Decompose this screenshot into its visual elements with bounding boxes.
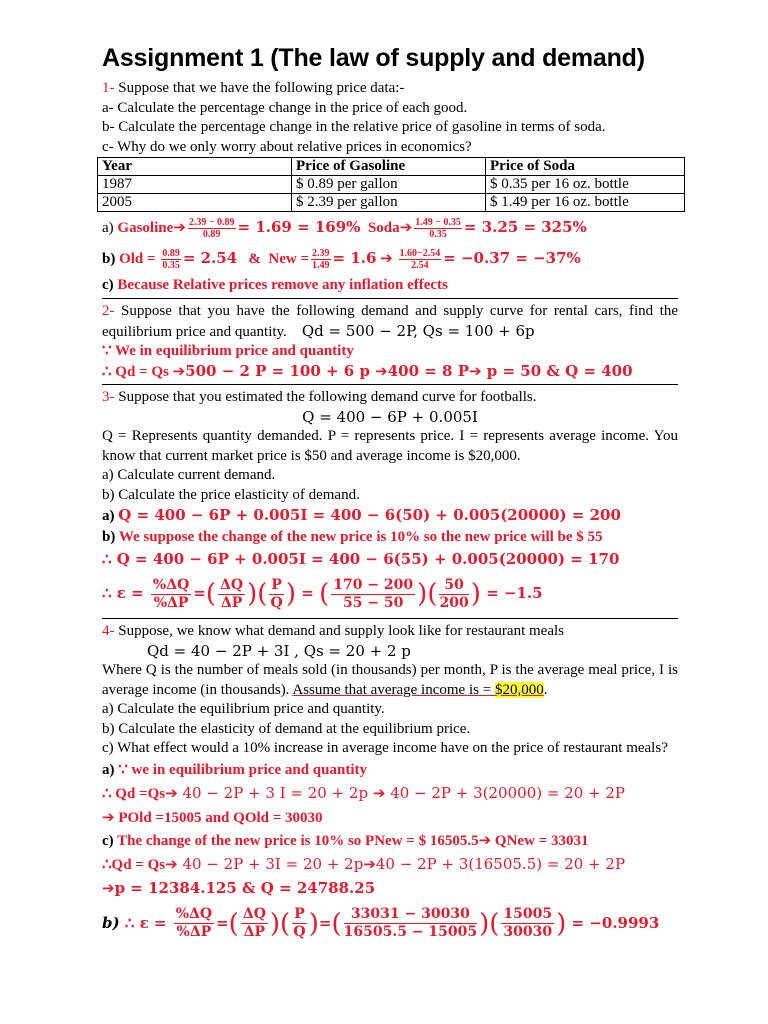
q4-answer-c-line2: ∴Qd = Qs➔ 40 − 2P + 3I = 20 + 2p➔40 − 2P + 3(16505.5) = 20 + 2P xyxy=(102,854,626,873)
table-cell: $ 1.49 per 16 oz. bottle xyxy=(486,194,685,212)
table-cell: $ 2.39 per gallon xyxy=(292,194,486,212)
arrow-icon: ➔ xyxy=(165,854,178,873)
q4-part-c: c) What effect would a 10% increase in average income have on the price of restaurant meals? xyxy=(102,740,668,756)
table-header-row xyxy=(98,158,685,176)
q2-answer-line2: ∴ Qd = Qs ➔500 − 2 P = 100 + 6 p ➔400 = 8 P➔ p = 50 & Q = 400 xyxy=(102,361,633,380)
arrow-icon: ➔ xyxy=(102,807,115,826)
q2-answer-line1: ∵ We in equilibrium price and quantity xyxy=(102,343,354,359)
price-table xyxy=(97,157,685,212)
table-row xyxy=(98,176,685,194)
q3-part-a: a) Calculate current demand. xyxy=(102,467,276,483)
q3-new-quantity: ∴ Q = 400 − 6P + 0.005I = 400 − 6(55) + 0.005(20000) = 170 xyxy=(102,550,620,568)
q3-answer-b: b) We suppose the change of the new price is 10% so the new price will be $ 55 xyxy=(102,529,603,545)
q3-description: Q = Represents quantity demanded. P = represents price. I = represents average income. You know that current market price is $50 and average income is $20,000. xyxy=(102,428,678,464)
q4-answer-c-line1: c) The change of the new price is 10% so PNew = $ 16505.5➔ QNew = 33031 xyxy=(102,830,589,849)
highlighted-income: $20,000 xyxy=(494,681,544,698)
table-row xyxy=(98,194,685,212)
q3-prompt: 3- Suppose that you estimated the following demand curve for footballs. xyxy=(102,389,537,405)
divider xyxy=(102,384,678,385)
q1-text: Suppose that we have the following price data:- xyxy=(114,80,405,96)
arrow-icon: ➔ xyxy=(478,830,492,849)
q4-answer-a-line3: ➔ POld =15005 and QOld = 30030 xyxy=(102,807,323,826)
q4-number: 4- xyxy=(102,623,115,639)
soda-fraction: $\frac{1.49 - 0.35}{0.35}$ xyxy=(415,217,461,241)
table-cell: $ 0.89 per gallon xyxy=(292,176,486,194)
table-cell: $ 0.35 per 16 oz. bottle xyxy=(486,176,685,194)
q1-part-c: c- Why do we only worry about relative prices in economics? xyxy=(102,138,472,155)
q4-equations: Qd = 40 − 2P + 3I , Qs = 20 + 2 p xyxy=(147,641,411,660)
divider xyxy=(102,618,678,619)
q4-prompt: 4- Suppose, we know what demand and supply look like for restaurant meals xyxy=(102,623,564,639)
q3-equation: Q = 400 − 6P + 0.005I xyxy=(302,407,478,426)
q1-answer-b: b) Old = $\frac{0.89}{0.35}$ = 2.54 & New = $\frac{2.39}{1.49}$ = 1.6 ➔ $\frac{1.60-2.54}{2.54}$ = −0.37 = −37% xyxy=(102,248,581,272)
new-fraction: $\frac{2.39}{1.49}$ xyxy=(312,248,330,272)
q2-equations: Qd = 500 − 2P, Qs = 100 + 6p xyxy=(301,321,535,340)
q4-answer-a-line2: ∴ Qd =Qs➔ 40 − 2P + 3 I = 20 + 2p ➔ 40 − 2P + 3(20000) = 20 + 2P xyxy=(102,783,626,802)
arrow-icon: ➔ xyxy=(380,249,393,267)
arrow-icon: ➔ xyxy=(375,361,388,380)
q1-prompt xyxy=(102,79,678,99)
q4-part-b: b) Calculate the elasticity of demand at the equilibrium price. xyxy=(102,720,471,737)
table-cell: 2005 xyxy=(98,194,292,212)
q4-elasticity: b) ∴ ε = $\frac{\%\Delta Q}{\%\Delta P}$ =( $\frac{\Delta Q}{\Delta P}$ )( $\frac{P}{Q}$ )=( $\frac{33031 - 30030}{16505.5 - 15005}$ )( $\frac{15005}{30030}$ ) = −0.9993 xyxy=(102,906,660,940)
table-header-soda: Price of Soda xyxy=(486,158,685,176)
arrow-icon: ➔ xyxy=(363,854,376,873)
table-header-year: Year xyxy=(98,158,292,176)
elasticity-fraction: $\frac{\%\Delta Q}{\%\Delta P}$ xyxy=(152,576,190,611)
q2-prompt: 2- Suppose that you have the following demand and supply curve for rental cars, find the equilibrium price and quantity. Qd = 500 − 2P, Qs = 100 + 6p xyxy=(102,303,678,340)
arrow-icon: ➔ xyxy=(172,361,186,380)
q2-number: 2- xyxy=(102,303,115,319)
gasoline-label: Gasoline xyxy=(117,220,174,236)
gasoline-fraction: $\frac{2.39 - 0.89}{0.89}$ xyxy=(188,217,235,241)
q1-part-b: b- Calculate the percentage change in the relative price of gasoline in terms of soda. xyxy=(102,119,606,135)
q4-answer-a-line1: a) ∵ we in equilibrium price and quantity xyxy=(102,761,367,778)
arrow-icon: ➔ xyxy=(469,361,482,380)
arrow-icon: ➔ xyxy=(102,878,115,897)
divider xyxy=(102,298,678,299)
q4-description: Where Q is the number of meals sold (in thousands) per month, P is the average meal price, I is average income (in thousands). Assume that average income is = $20,000. xyxy=(102,662,678,698)
q4-answer-c-line3: ➔p = 12384.125 & Q = 24788.25 xyxy=(102,878,376,897)
arrow-icon: ➔ xyxy=(165,783,178,802)
old-fraction: $\frac{0.89}{0.35}$ xyxy=(162,248,180,272)
page-title: Assignment 1 (The law of supply and demand) xyxy=(102,44,645,72)
q4-part-a: a) Calculate the equilibrium price and quantity. xyxy=(102,701,385,717)
q3-part-b: b) Calculate the price elasticity of demand. xyxy=(102,486,360,503)
arrow-icon: ➔ xyxy=(372,783,386,802)
q3-elasticity: ∴ ε = $\frac{\%\Delta Q}{\%\Delta P}$ =( $\frac{\Delta Q}{\Delta P}$ )( $\frac{P}{Q}$ ) = ( $\frac{170 - 200}{55 - 50}$ )( $\frac{50}{200}$ ) = −1.5 xyxy=(102,576,543,611)
q3-answer-a: a) Q = 400 − 6P + 0.005I = 400 − 6(50) + 0.005(20000) = 200 xyxy=(102,506,621,524)
soda-label: Soda xyxy=(367,220,400,236)
q1-part-a: a- Calculate the percentage change in the price of each good. xyxy=(102,99,468,116)
q3-number: 3- xyxy=(102,389,115,405)
table-cell: 1987 xyxy=(98,176,292,194)
change-fraction: $\frac{1.60-2.54}{2.54}$ xyxy=(399,248,441,272)
q1-answer-c: c) Because Relative prices remove any inflation effects xyxy=(102,277,448,293)
arrow-icon: ➔ xyxy=(399,218,413,236)
assignment-document xyxy=(102,44,678,946)
q1-number: 1- xyxy=(102,80,115,96)
arrow-icon: ➔ xyxy=(173,218,186,236)
q1-answer-a: a) Gasoline➔ $\frac{2.39 - 0.89}{0.89}$ = 1.69 = 169% Soda➔ $\frac{1.49 - 0.35}{0.35}$ = 3.25 = 325% xyxy=(102,217,587,241)
table-header-gasoline: Price of Gasoline xyxy=(292,158,486,176)
